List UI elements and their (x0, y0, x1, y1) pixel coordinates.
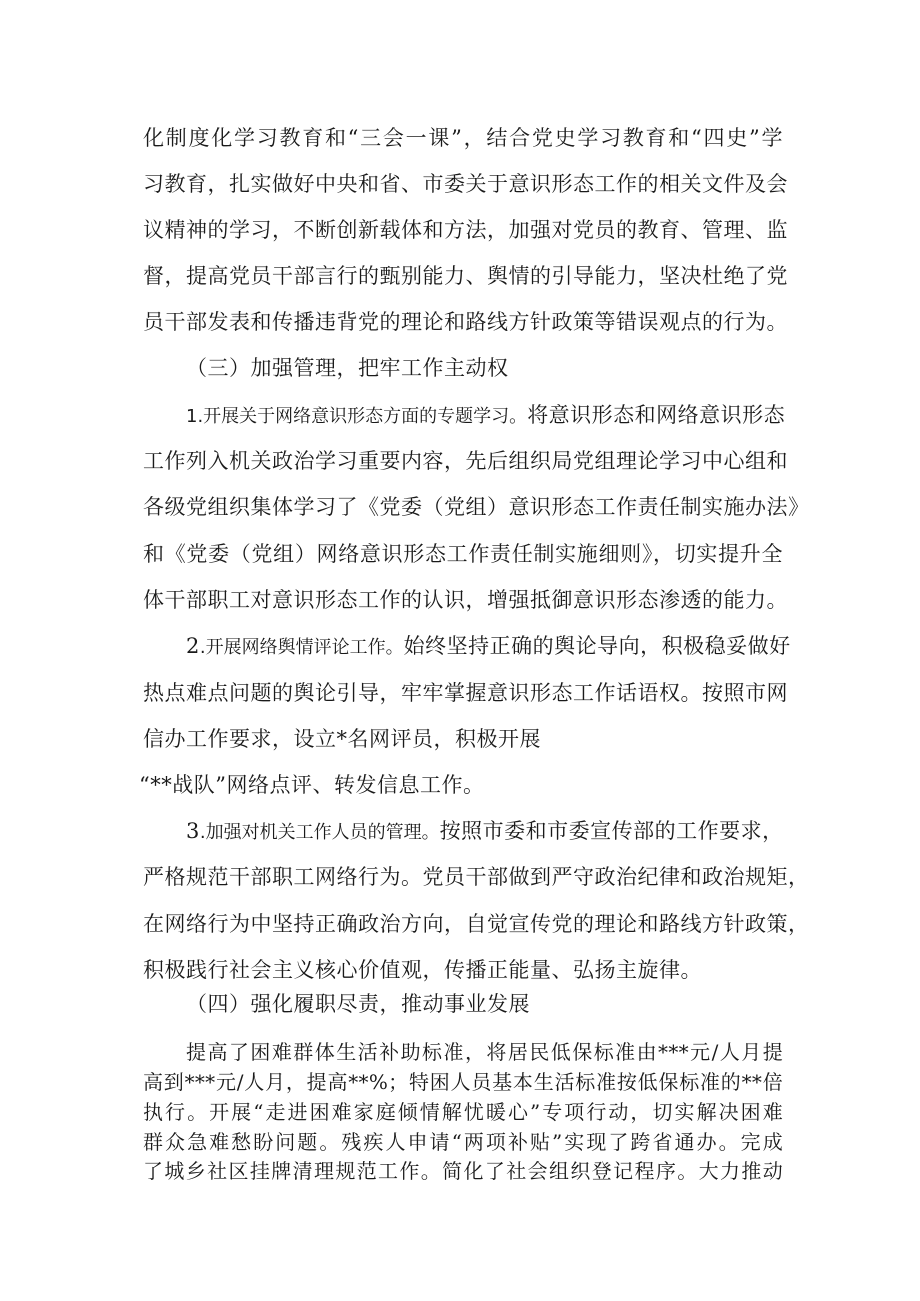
paragraph-line: 积极践行社会主义核心价值观，传播正能量、弘扬主旋律。 (143, 958, 702, 982)
item-2-rest: 始终坚持正确的舆论导向，积极稳妥做好 (403, 634, 791, 658)
paragraph-line: 各级党组织集体学习了《党委（党组）意识形态工作责任制实施办法》 (143, 495, 810, 519)
paragraph-line: 了城乡社区挂牌清理规范工作。简化了社会组织登记程序。大力推动 (143, 1159, 783, 1183)
section-heading-4: （四）强化履职尽责，推动事业发展 (186, 992, 530, 1016)
item-3-lead: .加强对机关工作人员的管理。 (199, 822, 440, 843)
item-2-lead: .开展网络舆情评论工作。 (199, 637, 404, 658)
paragraph-line: 严格规范干部职工网络行为。党员干部做到严守政治纪律和政治规矩， (143, 865, 810, 889)
paragraph-line: 习教育，扎实做好中央和省、市委关于意识形态工作的相关文件及会 (143, 172, 788, 196)
paragraph-line: 提高了困难群体生活补助标准，将居民低保标准由***元/人月提 (186, 1040, 783, 1064)
item-1-lead: 1.开展关于网络意识形态方面的专题学习。 (186, 406, 528, 427)
paragraph-line: 员干部发表和传播违背党的理论和路线方针政策等错误观点的行为。 (143, 310, 788, 334)
paragraph-line: 信办工作要求，设立*名网评员，积极开展 (143, 727, 541, 751)
paragraph-line: 高到***元/人月，提高**%；特困人员基本生活标准按低保标准的**倍 (143, 1070, 783, 1094)
section-heading-3: （三）加强管理，把牢工作主动权 (186, 356, 509, 380)
paragraph-line: 督，提高党员干部言行的甄别能力、舆情的引导能力，坚决杜绝了党 (143, 264, 788, 288)
item-1-rest: 将意识形态和网络意识形态 (527, 403, 786, 427)
paragraph-line: 执行。开展“走进困难家庭倾情解忧暖心”专项行动，切实解决困难 (143, 1100, 783, 1124)
paragraph-line: 群众急难愁盼问题。残疾人申请“两项补贴”实现了跨省通办。完成 (143, 1130, 783, 1154)
paragraph-line: 工作列入机关政治学习重要内容，先后组织局党组理论学习中心组和 (143, 449, 788, 473)
paragraph-line: 化制度化学习教育和“三会一课”，结合党史学习教育和“四史”学 (143, 126, 783, 150)
paragraph-line: 议精神的学习，不断创新载体和方法，加强对党员的教育、管理、监 (143, 218, 788, 242)
item-2-first-line (186, 632, 791, 662)
paragraph-line: 热点难点问题的舆论引导，牢牢掌握意识形态工作话语权。按照市网 (143, 681, 788, 705)
item-3-rest: 按照市委和市委宣传部的工作要求， (439, 819, 784, 843)
item-2-number: 2 (186, 634, 200, 658)
item-3-first-line (186, 817, 784, 847)
paragraph-line: 体干部职工对意识形态工作的认识，增强抵御意识形态渗透的能力。 (143, 588, 788, 612)
paragraph-line: 和《党委（党组）网络意识形态工作责任制实施细则》，切实提升全 (143, 542, 783, 566)
item-1-first-line (186, 401, 786, 431)
item-3-number: 3 (186, 819, 200, 843)
paragraph-line: 在网络行为中坚持正确政治方向，自觉宣传党的理论和路线方针政策， (143, 912, 810, 936)
paragraph-line: “**战队”网络点评、转发信息工作。 (139, 773, 485, 797)
